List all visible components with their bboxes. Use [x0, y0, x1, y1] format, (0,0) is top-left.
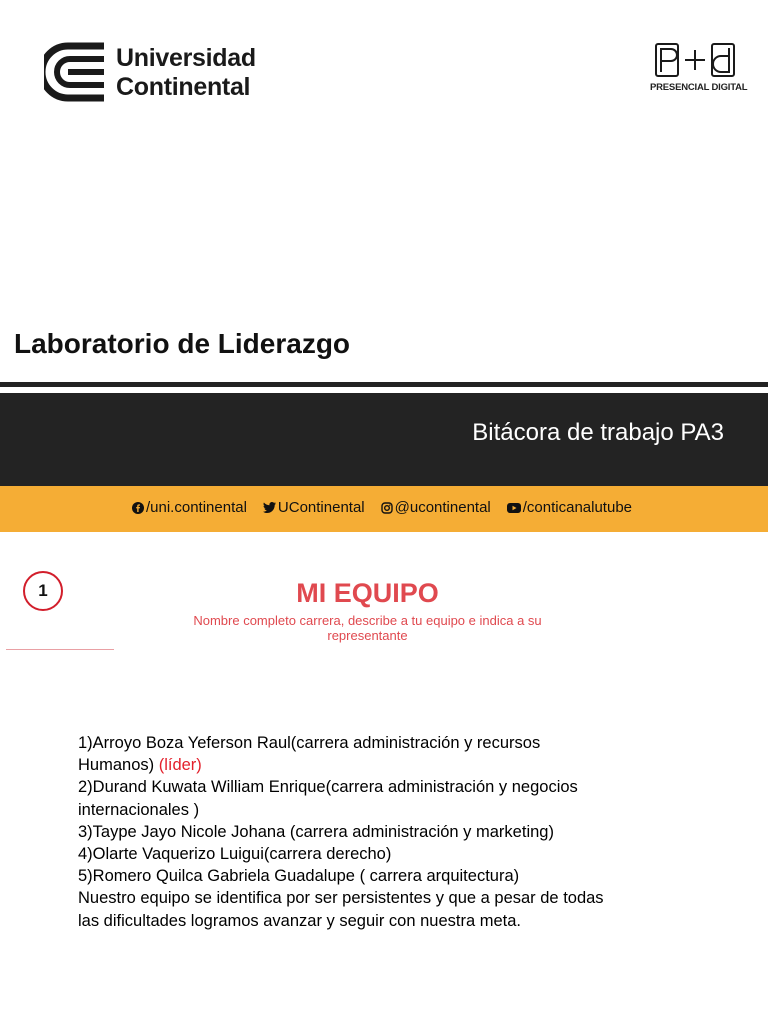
- band-title: Bitácora de trabajo PA3: [472, 419, 724, 446]
- section-subtitle: [165, 613, 570, 643]
- team-members-text: [78, 732, 698, 932]
- member-1-career-end: Humanos): [78, 756, 159, 775]
- divider: [0, 382, 768, 387]
- facebook-icon: [132, 502, 144, 514]
- section-subtitle-line2: representante: [327, 628, 408, 643]
- social-links: [132, 499, 632, 516]
- member-5: 5)Romero Quilca Gabriela Guadalupe ( carrera arquitectura): [78, 867, 520, 886]
- member-2-line2: internacionales ): [78, 800, 200, 819]
- pd-emblem-icon: [654, 42, 736, 78]
- universidad-continental-logo: [44, 42, 274, 104]
- member-4: 4)Olarte Vaquerizo Luigui(carrera derecho): [78, 845, 392, 864]
- member-1-line2: [78, 754, 698, 776]
- social-facebook[interactable]: [132, 499, 247, 516]
- member-3: 3)Taype Jayo Nicole Johana (carrera administración y marketing): [78, 822, 554, 841]
- pd-label: PRESENCIAL DIGITAL: [650, 82, 748, 93]
- team-description-line1: Nuestro equipo se identifica por ser persistentes y que a pesar de todas: [78, 889, 604, 908]
- social-band: [0, 486, 768, 532]
- university-name-line1: Universidad: [116, 44, 256, 72]
- uc-emblem-icon: [44, 42, 106, 102]
- member-1-line1: 1)Arroyo Boza Yeferson Raul(carrera administración y recursos: [78, 734, 541, 752]
- social-youtube[interactable]: [507, 499, 632, 516]
- facebook-label: /uni.continental: [146, 499, 247, 516]
- twitter-label: UContinental: [277, 499, 365, 516]
- youtube-label: /conticanalutube: [522, 499, 632, 516]
- twitter-icon: [263, 502, 276, 513]
- leader-tag: (líder): [158, 756, 202, 775]
- section-title: MI EQUIPO: [296, 578, 439, 608]
- university-name-line2: Continental: [116, 73, 251, 101]
- social-instagram[interactable]: [381, 499, 491, 516]
- section-subtitle-line1: Nombre completo carrera, describe a tu equipo e indica a su: [193, 613, 542, 628]
- instagram-icon: [381, 502, 393, 514]
- instagram-label: @ucontinental: [394, 499, 491, 516]
- course-title: Laboratorio de Liderazgo: [14, 328, 351, 359]
- team-description-line2: las dificultades logramos avanzar y seguir con nuestra meta.: [78, 911, 521, 930]
- section-divider: [6, 649, 114, 650]
- member-2-line1: 2)Durand Kuwata William Enrique(carrera administración y negocios: [78, 778, 578, 797]
- presencial-digital-logo: [650, 42, 748, 102]
- section-number-badge: 1: [23, 571, 63, 611]
- youtube-icon: [507, 503, 521, 513]
- title-band: [0, 393, 768, 486]
- social-twitter[interactable]: [263, 499, 365, 516]
